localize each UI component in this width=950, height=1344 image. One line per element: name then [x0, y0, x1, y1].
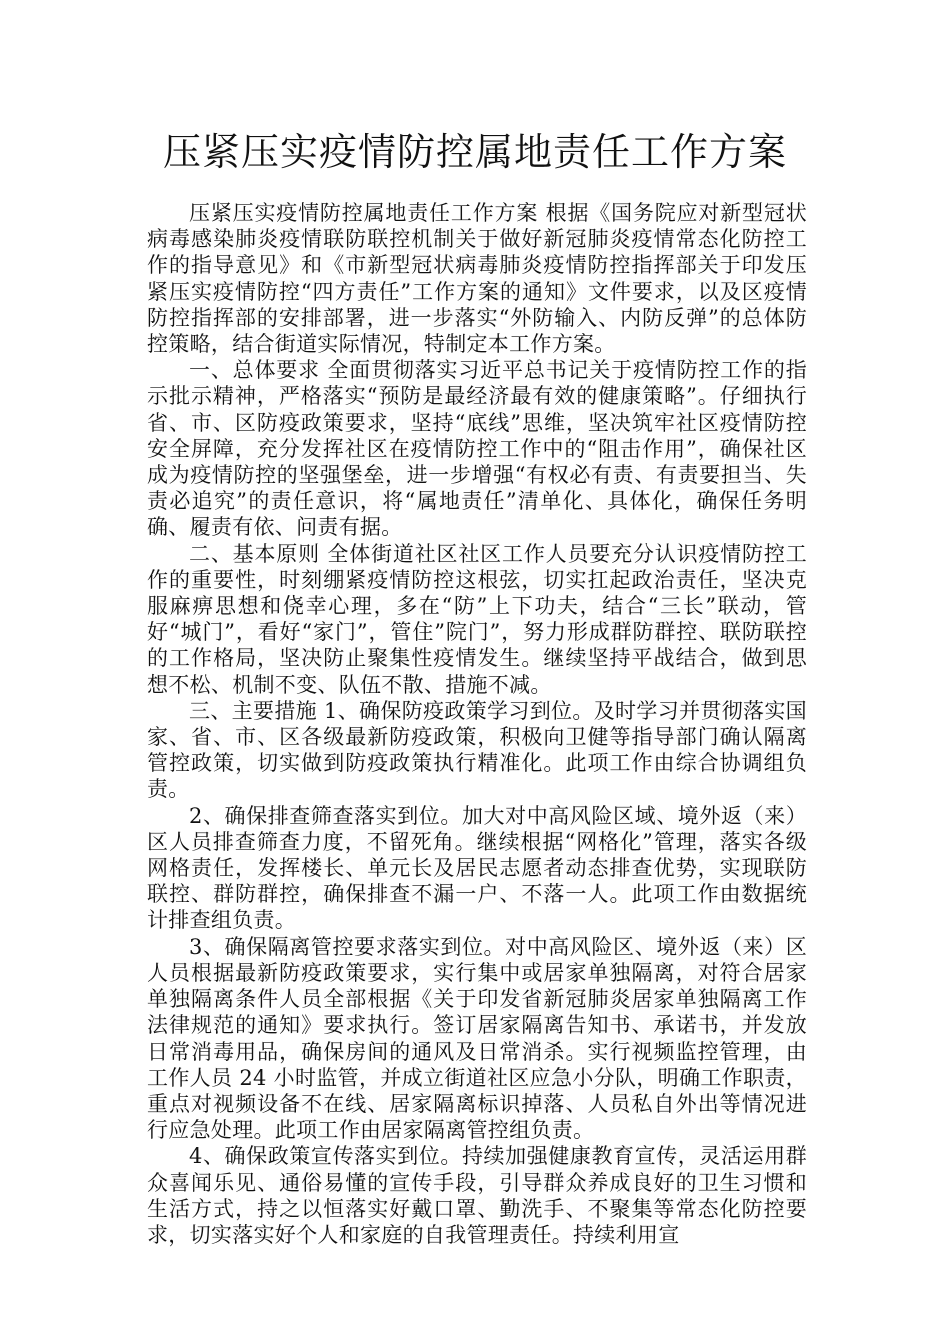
paragraph-measure-3: 3、确保隔离管控要求落实到位。对中高风险区、境外返（来）区人员根据最新防疫政策要求，实行集中或居家单独隔离，对符合居家单独隔离条件人员全部根据《关于印发省新冠肺炎居家单独隔离工作法律规范的通知》要求执行。签订居家隔离告知书、承诺书，并发放日常消毒用品，确保房间的通风及日常消杀。实行视频监控管理，由工作人员 24 小时监管，并成立街道社区应急小分队，明确工作职责，重点对视频设备不在线、居家隔离标识掉落、人员私自外出等情况进行应急处理。此项工作由居家隔离管控组负责。	[147, 934, 807, 1143]
paragraph-general-requirements: 一、总体要求 全面贯彻落实习近平总书记关于疫情防控工作的指示批示精神，严格落实“预防是最经济最有效的健康策略”。仔细执行省、市、区防疫政策要求，坚持“底线”思维，坚决筑牢社区疫情防控安全屏障，充分发挥社区在疫情防控工作中的“阻击作用”，确保社区成为疫情防控的坚强堡垒，进一步增强“有权必有责、有责要担当、失责必追究”的责任意识，将“属地责任”清单化、具体化，确保任务明确、履责有依、问责有据。	[147, 358, 807, 540]
paragraph-basic-principles: 二、基本原则 全体街道社区社区工作人员要充分认识疫情防控工作的重要性，时刻绷紧疫情防控这根弦，切实扛起政治责任，坚决克服麻痹思想和侥幸心理，多在“防”上下功夫，结合“三长”联动，管好“城门”，看好“家门”，管住”院门”，努力形成群防群控、联防联控的工作格局，坚决防止聚集性疫情发生。继续坚持平战结合，做到思想不松、机制不变、队伍不散、措施不减。	[147, 541, 807, 697]
paragraph-measure-1: 三、主要措施 1、确保防疫政策学习到位。及时学习并贯彻落实国家、省、市、区各级最新防疫政策，积极向卫健等指导部门确认隔离管控政策，切实做到防疫政策执行精准化。此项工作由综合协调组负责。	[147, 698, 807, 802]
document-title: 压紧压实疫情防控属地责任工作方案	[162, 130, 787, 174]
document-body	[147, 200, 807, 1248]
paragraph-measure-4: 4、确保政策宣传落实到位。持续加强健康教育宣传，灵活运用群众喜闻乐见、通俗易懂的宣传手段，引导群众养成良好的卫生习惯和生活方式，持之以恒落实好戴口罩、勤洗手、不聚集等常态化防控要求，切实落实好个人和家庭的自我管理责任。持续利用宣	[147, 1144, 807, 1247]
paragraph-intro: 压紧压实疫情防控属地责任工作方案 根据《国务院应对新型冠状病毒感染肺炎疫情联防联控机制关于做好新冠肺炎疫情常态化防控工作的指导意见》和《市新型冠状病毒肺炎疫情防控指挥部关于印发压紧压实疫情防控“四方责任”工作方案的通知》文件要求，以及区疫情防控指挥部的安排部署，进一步落实“外防输入、内防反弹”的总体防控策略，结合街道实际情况，特制定本工作方案。	[147, 201, 807, 357]
paragraph-measure-2: 2、确保排查筛查落实到位。加大对中高风险区域、境外返（来）区人员排查筛查力度，不留死角。继续根据“网格化”管理，落实各级网格责任，发挥楼长、单元长及居民志愿者动态排查优势，实现联防联控、群防群控，确保排查不漏一户、不落一人。此项工作由数据统计排查组负责。	[147, 803, 807, 933]
